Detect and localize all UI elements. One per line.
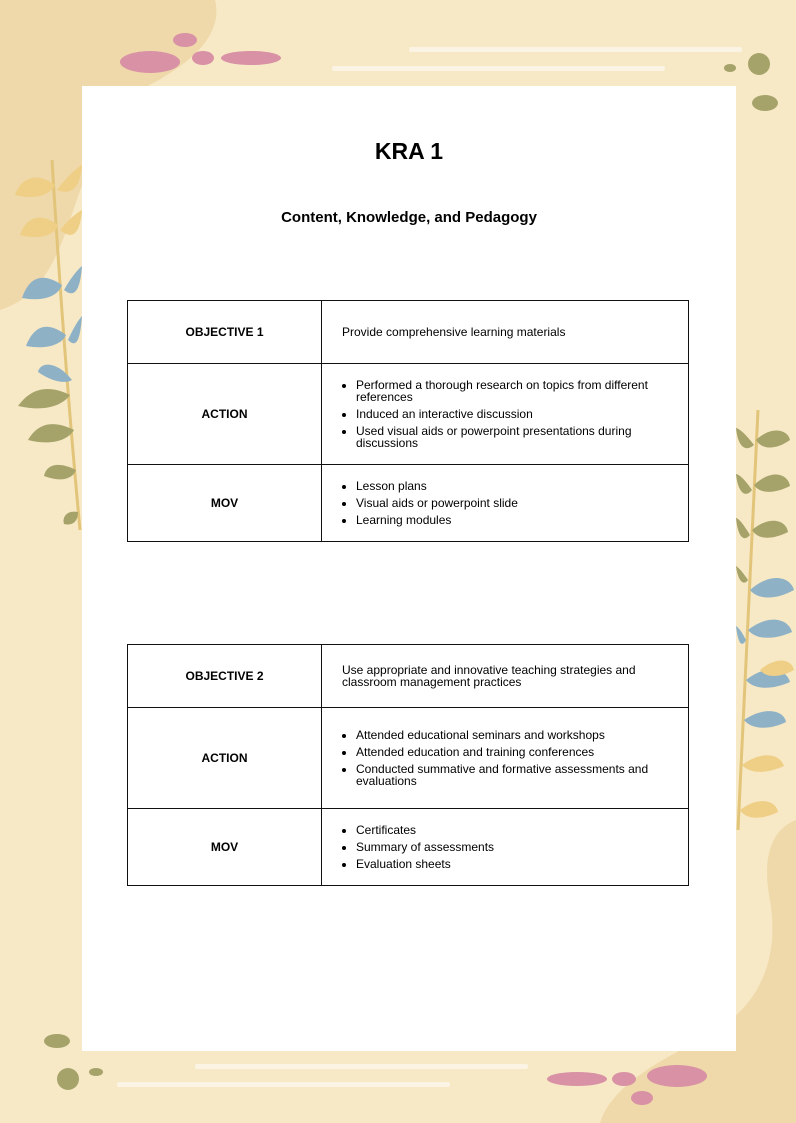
- mov-item: • Summary of assessments: [356, 841, 674, 853]
- objective-label: OBJECTIVE 2: [128, 645, 322, 708]
- action-list: [342, 729, 674, 787]
- olive-dot: [724, 64, 736, 72]
- action-label: ACTION: [128, 708, 322, 809]
- mov-item: • Learning modules: [356, 514, 674, 526]
- action-list-cell: [322, 364, 689, 465]
- action-item: • Used visual aids or powerpoint presentations during discussions: [356, 425, 674, 449]
- objective-text: Provide comprehensive learning materials: [322, 301, 689, 364]
- deco-line: [332, 66, 665, 71]
- action-label: ACTION: [128, 364, 322, 465]
- right-plant: [736, 410, 794, 830]
- page-title: KRA 1: [374, 138, 444, 164]
- kra-table-1: [127, 300, 689, 542]
- action-list: [342, 379, 674, 449]
- action-item: • Induced an interactive discussion: [356, 408, 674, 420]
- pink-dot: [612, 1072, 636, 1086]
- objective-text: Use appropriate and innovative teaching strategies and classroom management practices: [322, 645, 689, 708]
- action-item: • Attended educational seminars and workshops: [356, 729, 674, 741]
- pink-dot: [221, 51, 281, 65]
- objective-label: OBJECTIVE 1: [128, 301, 322, 364]
- action-item: • Attended education and training conferences: [356, 746, 674, 758]
- action-row: [128, 364, 689, 465]
- mov-row: [128, 809, 689, 886]
- objective-row: [128, 301, 689, 364]
- mov-list-cell: [322, 809, 689, 886]
- pink-dot: [631, 1091, 653, 1105]
- document-sheet: [82, 86, 736, 1051]
- olive-dot: [748, 53, 770, 75]
- olive-dot: [752, 95, 778, 111]
- olive-dot: [57, 1068, 79, 1090]
- pink-dot: [120, 51, 180, 73]
- mov-item: • Visual aids or powerpoint slide: [356, 497, 674, 509]
- objective-row: [128, 645, 689, 708]
- olive-dot: [44, 1034, 70, 1048]
- mov-label: MOV: [128, 465, 322, 542]
- deco-line: [195, 1064, 528, 1069]
- pink-dot: [192, 51, 214, 65]
- kra-table-2: [127, 644, 689, 886]
- mov-row: [128, 465, 689, 542]
- mov-item: • Lesson plans: [356, 480, 674, 492]
- pink-dot: [647, 1065, 707, 1087]
- mov-list-cell: [322, 465, 689, 542]
- pink-dot: [547, 1072, 607, 1086]
- pink-dot: [173, 33, 197, 47]
- action-row: [128, 708, 689, 809]
- deco-line: [409, 47, 742, 52]
- deco-line: [117, 1082, 450, 1087]
- action-list-cell: [322, 708, 689, 809]
- mov-item: • Certificates: [356, 824, 674, 836]
- page-subtitle: Content, Knowledge, and Pedagogy: [281, 209, 537, 226]
- mov-list: [342, 824, 674, 870]
- mov-list: [342, 480, 674, 526]
- olive-dot: [89, 1068, 103, 1076]
- mov-label: MOV: [128, 809, 322, 886]
- mov-item: • Evaluation sheets: [356, 858, 674, 870]
- action-item: • Performed a thorough research on topics from different references: [356, 379, 674, 403]
- action-item: • Conducted summative and formative assessments and evaluations: [356, 763, 674, 787]
